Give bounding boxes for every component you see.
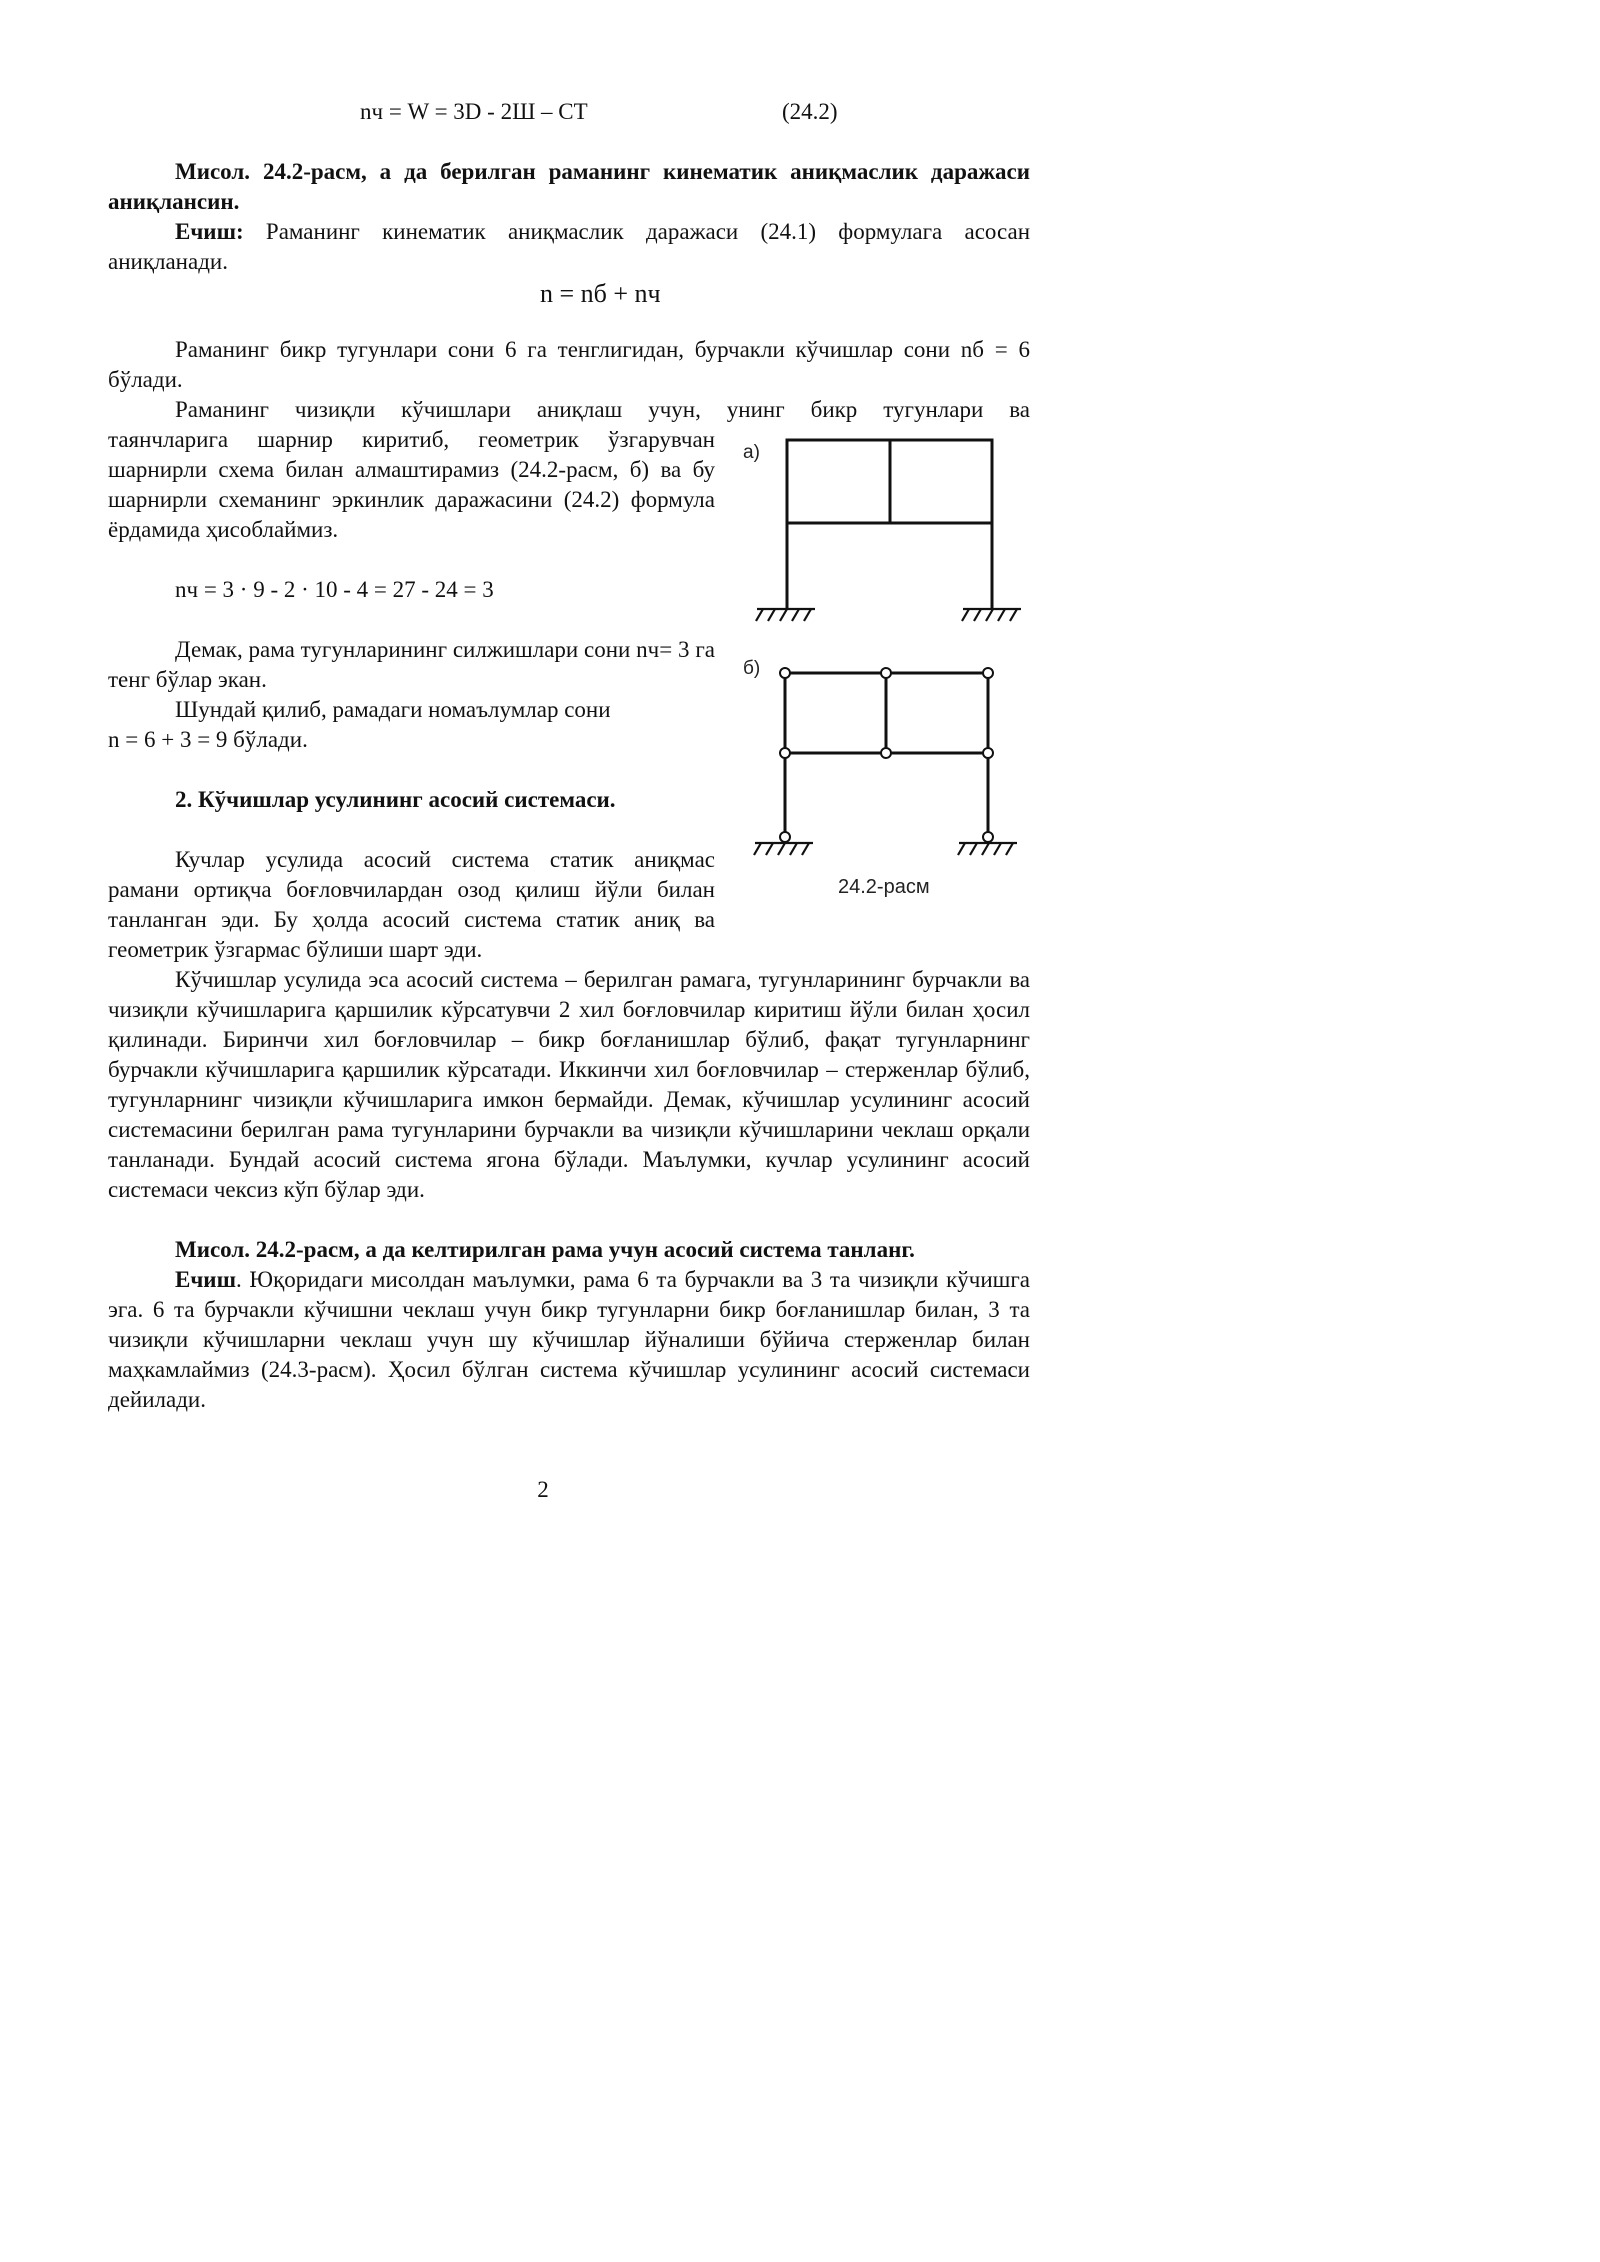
figure-label-b: б) <box>743 658 761 679</box>
paragraph-unknowns-line1: Шундай қилиб, рамадаги номаълумлар сони <box>175 697 611 722</box>
solution-label: Ечиш <box>175 1267 236 1292</box>
support-b-left <box>754 843 813 855</box>
section-heading: 2. Кўчишлар усулининг асосий системаси. <box>175 787 616 812</box>
page-number: 2 <box>537 1477 549 1502</box>
example-2-solution <box>108 1265 1030 1415</box>
formula-n-total: n = nб + nч <box>540 279 661 308</box>
formula-24-2: nч = W = 3D - 2Ш – СТ <box>360 99 588 124</box>
support-a-right <box>962 609 1021 621</box>
figure-label-a: а) <box>743 442 760 463</box>
paragraph-displacement-method: Кўчишлар усулида эса асосий система – берилган рамага, тугунларининг бурчакли ва чизиқли кўчишларига қаршилик кўрсатувчи 2 хил боғловчилар киритиш йўли билан ҳосил қилинади. Биринчи хил боғловчилар – бикр боғланишлар бўлиб, фақат тугунларнинг бурчакли кўчишларига қаршилик кўрсатади. Иккинчи хил боғловчилар – стерженлар бўлиб, тугунларнинг чизиқли кўчишларига имкон бермайди. Демак, кўчишлар усулининг асосий системасини берилган рама тугунларини бурчакли ва чизиқли кўчишларини чеклаш орқали танланади. Бундай асосий система ягона бўлади. Маълумки, кучлар усулининг асосий системаси чексиз кўп бўлар эди. <box>108 967 1030 1202</box>
figure-caption: 24.2-расм <box>838 876 930 898</box>
paragraph-linear-displacements-start: Раманинг чизиқли кўчишлари аниқлаш учун, унинг бикр тугунлари ва <box>175 397 1030 422</box>
solution-text: Раманинг кинематик аниқмаслик даражаси (24.1) формулага асосан аниқланади. <box>108 219 1030 274</box>
calculation-n-ch: nч = 3 · 9 - 2 · 10 - 4 = 27 - 24 = 3 <box>175 577 494 602</box>
paragraph-force-method: Кучлар усулида асосий система статик аниқмас рамани ортиқча боғловчилардан озод қилиш йўли билан танланган эди. Бу ҳолда асосий система статик аниқ ва геометрик ўзгармас бўлиши шарт эди. <box>108 847 715 962</box>
paragraph-unknowns-line2: n = 6 + 3 = 9 бўлади. <box>108 727 308 752</box>
example-1-title: Мисол. 24.2-расм, а да берилган раманинг кинематик аниқмаслик даражаси аниқлансин. <box>108 159 1030 214</box>
example-1-solution <box>108 217 1030 277</box>
example-2-title: Мисол. 24.2-расм, а да келтирилган рама учун асосий система танланг. <box>175 1237 915 1262</box>
frame-diagrams <box>735 425 1045 910</box>
paragraph-rigid-nodes: Раманинг бикр тугунлари сони 6 га тенглигидан, бурчакли кўчишлар сони nб = 6 бўлади. <box>108 337 1030 392</box>
support-a-left <box>756 609 815 621</box>
document-page <box>0 0 1100 1556</box>
formula-number: (24.2) <box>782 99 838 124</box>
support-b-right <box>958 843 1017 855</box>
solution-text: . Юқоридаги мисолдан маълумки, рама 6 та бурчакли ва 3 та чизиқли кўчишга эга. 6 та бурчакли кўчишни чеклаш учун бикр тугунларни бикр боғланишлар билан, 3 та чизиқли кўчишларни чеклаш учун шу кўчишлар йўналиши бўйича стерженлар билан маҳкамлаймиз (24.3-расм). Ҳосил бўлган система кўчишлар усулининг асосий системаси дейилади. <box>108 1267 1030 1412</box>
paragraph-linear-displacements-rest: таянчларига шарнир киритиб, геометрик ўзгарувчан шарнирли схема билан алмаштирамиз (24.2-расм, б) ва бу шарнирли схеманинг эркинлик даражасини (24.2) формула ёрдамида ҳисоблаймиз. <box>108 427 715 542</box>
figure-24-2 <box>735 425 1045 910</box>
paragraph-node-shifts: Демак, рама тугунларининг силжишлари сони nч= 3 га тенг бўлар экан. <box>108 637 715 692</box>
solution-label: Ечиш: <box>175 219 244 244</box>
frame-a-rigid <box>787 440 992 608</box>
